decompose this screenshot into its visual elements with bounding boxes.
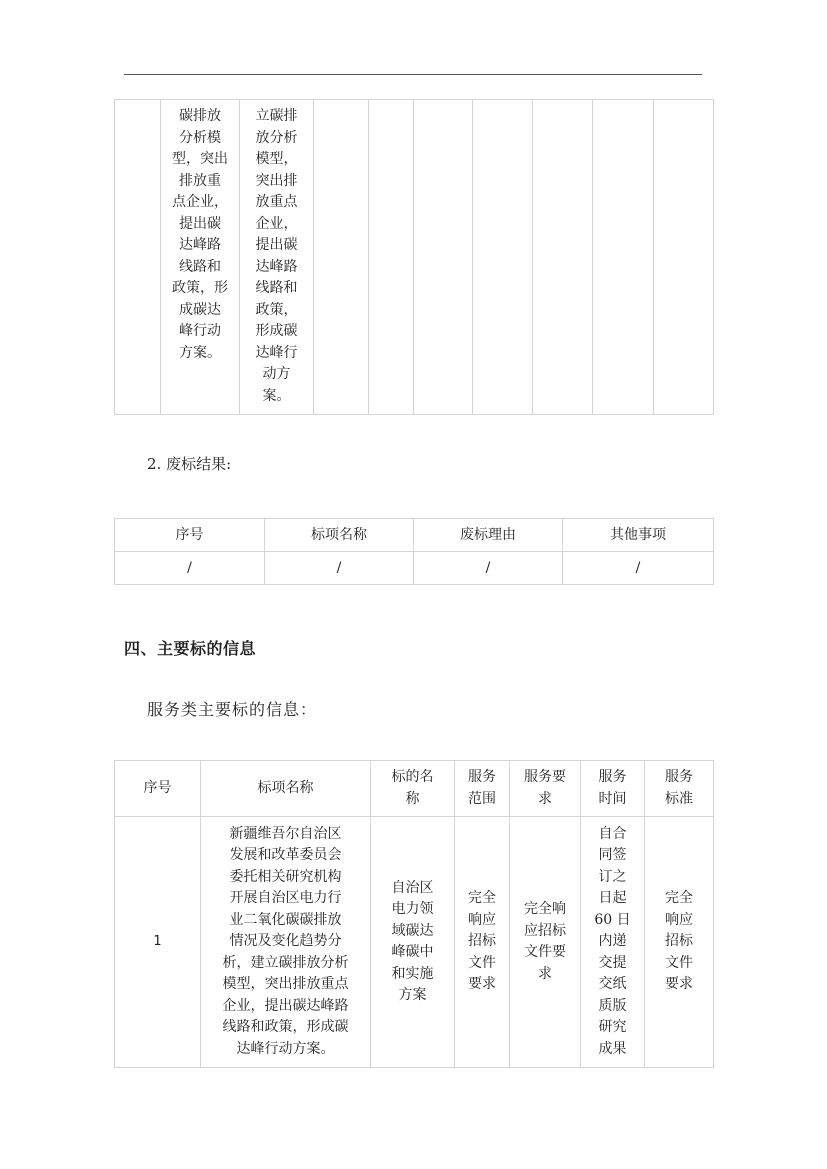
table-cell [533, 100, 593, 415]
table-cell [473, 100, 533, 415]
header-cell-time: 服务 时间 [581, 761, 645, 817]
section-intro: 服务类主要标的信息： [147, 700, 318, 719]
header-cell-name: 标项名称 [265, 519, 414, 552]
table-cell [369, 100, 414, 415]
cell-standard: 完全 响应 招标 文件 要求 [645, 817, 714, 1068]
header-cell-standard: 服务 标准 [645, 761, 714, 817]
cell-subject: 自治区 电力领 域碳达 峰碳中 和实施 方案 [371, 817, 455, 1068]
table-cell-project-name: 碳排放 分析模 型，突出 排放重 点企业， 提出碳 达峰路 线路和 政策，形 成碳达 峰行动 方案。 [161, 100, 240, 415]
header-cell-other: 其他事项 [563, 519, 714, 552]
table-cell-subject: 立碳排 放分析 模型， 突出排 放重点 企业， 提出碳 达峰路 线路和 政策， 形成碳 达峰行 动方 案。 [240, 100, 314, 415]
table-row [115, 100, 714, 415]
table-header-row [115, 761, 714, 817]
table-cell: / [414, 552, 563, 585]
main-subject-table [114, 760, 714, 1068]
table-cell [314, 100, 369, 415]
table-row [115, 817, 714, 1068]
header-cell-subject: 标的名 称 [371, 761, 455, 817]
cell-requirement: 完全响 应招标 文件要 求 [510, 817, 581, 1068]
cell-name: 新疆维吾尔自治区 发展和改革委员会 委托相关研究机构 开展自治区电力行 业二氧化碳碳排放 情况及变化趋势分 析，建立碳排放分析 模型，突出排放重点 企业，提出碳达峰路 线路和政策，形成碳 达峰行动方案。 [201, 817, 371, 1068]
header-cell-reason: 废标理由 [414, 519, 563, 552]
header-cell-name: 标项名称 [201, 761, 371, 817]
cell-scope: 完全 响应 招标 文件 要求 [455, 817, 510, 1068]
table-cell: / [265, 552, 414, 585]
table-cell [115, 100, 161, 415]
table-cell: / [563, 552, 714, 585]
invalid-bid-heading: 2. 废标结果: [147, 455, 232, 473]
table-cell [593, 100, 654, 415]
table-cell [414, 100, 473, 415]
section-title: 四、主要标的信息 [124, 639, 257, 658]
invalid-bid-table [114, 518, 714, 585]
cell-no: 1 [115, 817, 201, 1068]
header-rule [124, 74, 702, 75]
bid-result-table-continued [114, 99, 714, 415]
header-cell-scope: 服务 范围 [455, 761, 510, 817]
cell-time: 自合 同签 订之 日起 60 日 内递 交提 交纸 质版 研究 成果 [581, 817, 645, 1068]
table-header-row [115, 519, 714, 552]
table-row [115, 552, 714, 585]
table-cell: / [115, 552, 265, 585]
header-cell-requirement: 服务要 求 [510, 761, 581, 817]
header-cell-no: 序号 [115, 761, 201, 817]
table-cell [654, 100, 714, 415]
header-cell-no: 序号 [115, 519, 265, 552]
